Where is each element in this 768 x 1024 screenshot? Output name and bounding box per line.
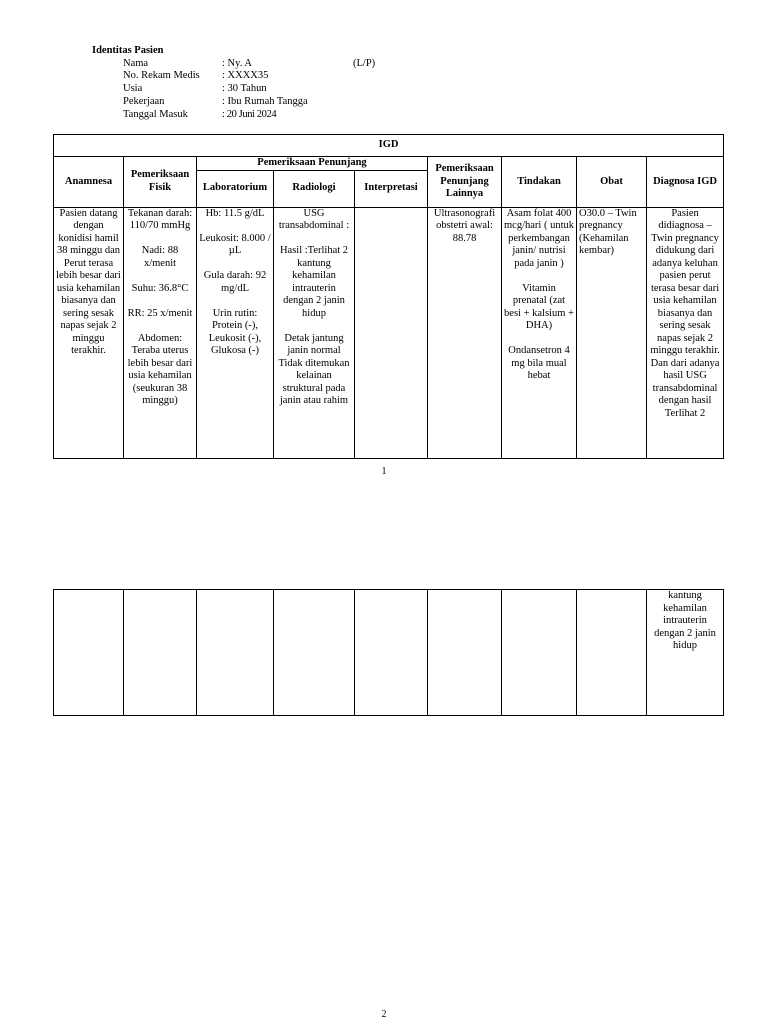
value-rekam-medis: : XXXX35 — [222, 70, 269, 82]
cell-radiologi: USG transabdominal : Hasil :Terlihat 2 kantung kehamilan intrauterin dengan 2 janin hidup Detak jantung janin normal Tidak ditemukan kelainan struktural pada janin atau rahim — [274, 207, 355, 458]
cont-cell-radiologi — [274, 590, 355, 716]
value-tanggal-masuk: : 20 Juni 2024 — [222, 108, 277, 120]
header-pemeriksaan-fisik: Pemeriksaan Fisik — [124, 157, 197, 208]
igd-table — [53, 134, 724, 459]
cont-cell-penunjang-lainnya — [355, 590, 428, 716]
igd-title: IGD — [54, 135, 724, 157]
cell-penunjang-lainnya — [355, 207, 428, 458]
header-penunjang-lainnya: Pemeriksaan Penunjang Lainnya — [428, 157, 502, 208]
cont-cell-pemeriksaan-fisik — [124, 590, 197, 716]
label-rekam-medis: No. Rekam Medis — [123, 70, 200, 82]
cont-cell-laboratorium — [197, 590, 274, 716]
header-laboratorium: Laboratorium — [197, 170, 274, 207]
cont-cell-diagnosa — [577, 590, 647, 716]
page-number-1: 1 — [381, 466, 387, 477]
label-pekerjaan: Pekerjaan — [123, 95, 165, 107]
patient-identity-title: Identitas Pasien — [92, 45, 164, 56]
header-interpretasi: Interpretasi — [355, 170, 428, 207]
value-sex: (L/P) — [353, 57, 376, 69]
label-nama: Nama — [123, 57, 149, 69]
value-pekerjaan: : Ibu Rumah Tangga — [222, 95, 308, 107]
cell-anamnesa: Pasien datang dengan konidisi hamil 38 minggu dan Perut terasa lebih besar dari usia kehamilan biasanya dan sering sesak napas sejak 2 minggu terakhir. — [54, 207, 124, 458]
igd-table-continued — [53, 589, 724, 716]
label-tanggal-masuk: Tanggal Masuk — [123, 108, 188, 120]
cell-interpretasi: Pasien didiagnosa – Twin pregnancy didukung dari adanya keluhan pasien perut terasa besar dari usia kehamilan biasanya dan sering sesak napas sejak 2 minggu terakhir. Dan dari adanya hasil USG transabdominal dengan hasil Terlihat 2 — [647, 207, 724, 458]
header-tindakan: Tindakan — [502, 157, 577, 208]
cont-cell-tindakan — [428, 590, 502, 716]
cell-obat: Asam folat 400 mcg/hari ( untuk perkembangan janin/ nutrisi pada janin ) Vitamin prenatal (zat besi + kalsium + DHA) Ondansetron 4 mg bila mual hebat — [502, 207, 577, 458]
value-usia: : 30 Tahun — [222, 83, 267, 95]
cell-pemeriksaan-fisik: Tekanan darah: 110/70 mmHg Nadi: 88 x/menit Suhu: 36.8°C RR: 25 x/menit Abdomen: Teraba uterus lebih besar dari usia kehamilan (seukuran 38 minggu) — [124, 207, 197, 458]
header-obat: Obat — [577, 157, 647, 208]
header-pemeriksaan-penunjang: Pemeriksaan Penunjang — [197, 157, 428, 171]
cell-diagnosa: O30.0 – Twin pregnancy (Kehamilan kembar) — [577, 207, 647, 458]
page-number-2: 2 — [381, 1009, 387, 1020]
value-nama: : Ny. A — [222, 57, 252, 69]
cont-cell-anamnesa — [54, 590, 124, 716]
header-diagnosa: Diagnosa IGD — [647, 157, 724, 208]
cont-cell-obat — [502, 590, 577, 716]
cell-tindakan: Ultrasonografi obstetri awal: 88.78 — [428, 207, 502, 458]
cell-laboratorium: Hb: 11.5 g/dL Leukosit: 8.000 /µL Gula darah: 92 mg/dL Urin rutin: Protein (-), Leukosit (-), Glukosa (-) — [197, 207, 274, 458]
header-anamnesa: Anamnesa — [54, 157, 124, 208]
label-usia: Usia — [123, 83, 143, 95]
header-radiologi: Radiologi — [274, 170, 355, 207]
cont-cell-interpretasi: kantung kehamilan intrauterin dengan 2 janin hidup — [647, 590, 724, 716]
patient-identity — [92, 45, 512, 122]
